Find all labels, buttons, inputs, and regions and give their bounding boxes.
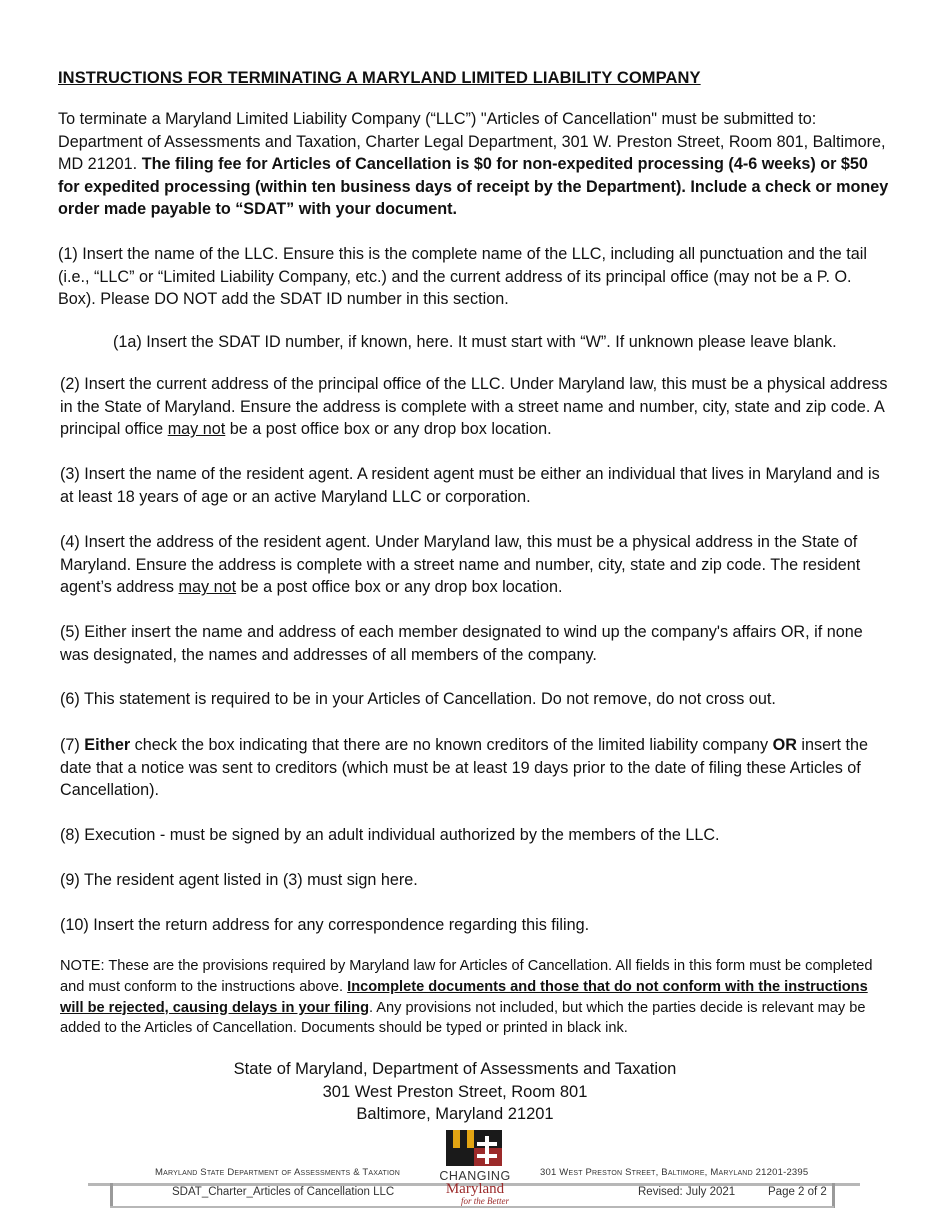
note-text-a: NOTE: These are the provisions required by Maryland law for Articles of Cancellation. All fields in this form must be completed and must conform to the instructions above.	[60, 958, 873, 995]
footer-revised: Revised: July 2021	[638, 1186, 736, 1198]
address-line-3: Baltimore, Maryland 21201	[356, 1105, 554, 1124]
instruction-7-text-a: (7)	[60, 736, 85, 754]
intro-paragraph	[58, 108, 892, 221]
instruction-4-text-a: (4) Insert the address of the resident agent. Under Maryland law, this must be a physical address in the State of Maryland. Ensure the address is complete with a street name and number, city, state and zip code. The resident agent’s address	[60, 533, 861, 597]
instruction-4	[60, 531, 894, 599]
instruction-4-text-b: be a post office box or any drop box location.	[236, 578, 563, 597]
logo-changing: CHANGING	[439, 1169, 511, 1183]
note-paragraph	[60, 956, 894, 1039]
footer-bar-left	[110, 1183, 113, 1208]
address-line-1: State of Maryland, Department of Assessments and Taxation	[233, 1060, 677, 1078]
instruction-5: (5) Either insert the name and address of each member designated to wind up the company's affairs OR, if none was designated, the names and addresses of all members of the company.	[60, 623, 863, 664]
page-footer	[0, 1125, 950, 1230]
footer-page-number: Page 2 of 2	[768, 1186, 827, 1198]
mailing-address	[0, 1058, 910, 1126]
instruction-9: (9) The resident agent listed in (3) must sign here.	[60, 871, 418, 889]
logo-maryland: Maryland	[445, 1181, 505, 1197]
intro-text: To terminate a Maryland Limited Liability Company (“LLC”) "Articles of Cancellation" must be submitted to: Department of Assessments and Taxation, Charter Legal Department, 301 W. Preston Street, Room 801, Baltimore, MD 21201.	[58, 110, 886, 174]
footer-document-name: SDAT_Charter_Articles of Cancellation LLC	[172, 1186, 395, 1198]
instruction-3: (3) Insert the name of the resident agent. A resident agent must be either an individual that lives in Maryland and is at least 18 years of age or an active Maryland LLC or corporation.	[60, 465, 880, 506]
instruction-10: (10) Insert the return address for any correspondence regarding this filing.	[60, 916, 590, 934]
maryland-flag-icon	[433, 1128, 517, 1170]
address-line-2: 301 West Preston Street, Room 801	[322, 1082, 588, 1101]
note-text-b: . Any provisions not included, but which the parties decide is relevant may be added to the Articles of Cancellation. Documents should be typed or printed in black ink.	[60, 999, 866, 1037]
filing-fee-text: The filing fee for Articles of Cancellation is $0 for non-expedited processing (4-6 weeks) or $50 for expedited processing (within ten business days of receipt by the Department). Include a check or money order made payable to “SDAT” with your document.	[58, 155, 889, 219]
instruction-4-may-not: may not	[178, 578, 237, 597]
instruction-7-text-b: check the box indicating that there are no known creditors of the limited liability company	[130, 736, 773, 754]
logo-tagline: for the Better	[461, 1196, 509, 1206]
page-title: INSTRUCTIONS FOR TERMINATING A MARYLAND LIMITED LIABILITY COMPANY	[58, 69, 701, 87]
instruction-2-text-a: (2) Insert the current address of the principal office of the LLC. Under Maryland law, this must be a physical address in the State of Maryland. Ensure the address is complete with a street name and number, city, state and zip code. A principal office	[60, 375, 888, 439]
instruction-7-text-c: insert the date that a notice was sent to creditors (which must be at least 19 days prior to the date of filing these Articles of Cancellation).	[60, 736, 868, 800]
instruction-6: (6) This statement is required to be in your Articles of Cancellation. Do not remove, do not cross out.	[60, 690, 776, 708]
footer-agency: Maryland State Department of Assessments & Taxation	[155, 1167, 401, 1178]
instruction-1: (1) Insert the name of the LLC. Ensure this is the complete name of the LLC, including all punctuation and the tail (i.e., “LLC” or “Limited Liability Company, etc.) and the current address of its principal office (may not be a P. O. Box). Please DO NOT add the SDAT ID number in this section.	[58, 245, 867, 309]
instruction-2	[60, 373, 894, 441]
footer-address: 301 West Preston Street, Baltimore, Maryland 21201-2395	[540, 1167, 809, 1178]
instruction-7-or: OR	[772, 736, 797, 754]
instruction-2-may-not: may not	[167, 420, 226, 439]
footer-bar-right	[832, 1183, 835, 1208]
instruction-7-either: Either	[84, 736, 131, 754]
note-warning: Incomplete documents and those that do not conform with the instructions will be rejected, causing delays in your filing	[60, 978, 868, 1016]
instruction-8: (8) Execution - must be signed by an adult individual authorized by the members of the LLC.	[60, 826, 720, 844]
changing-maryland-logo	[433, 1128, 517, 1208]
instruction-7	[60, 734, 894, 802]
instruction-2-text-b: be a post office box or any drop box location.	[225, 420, 552, 439]
instruction-1a: (1a) Insert the SDAT ID number, if known, here. It must start with “W”. If unknown please leave blank.	[113, 333, 837, 351]
